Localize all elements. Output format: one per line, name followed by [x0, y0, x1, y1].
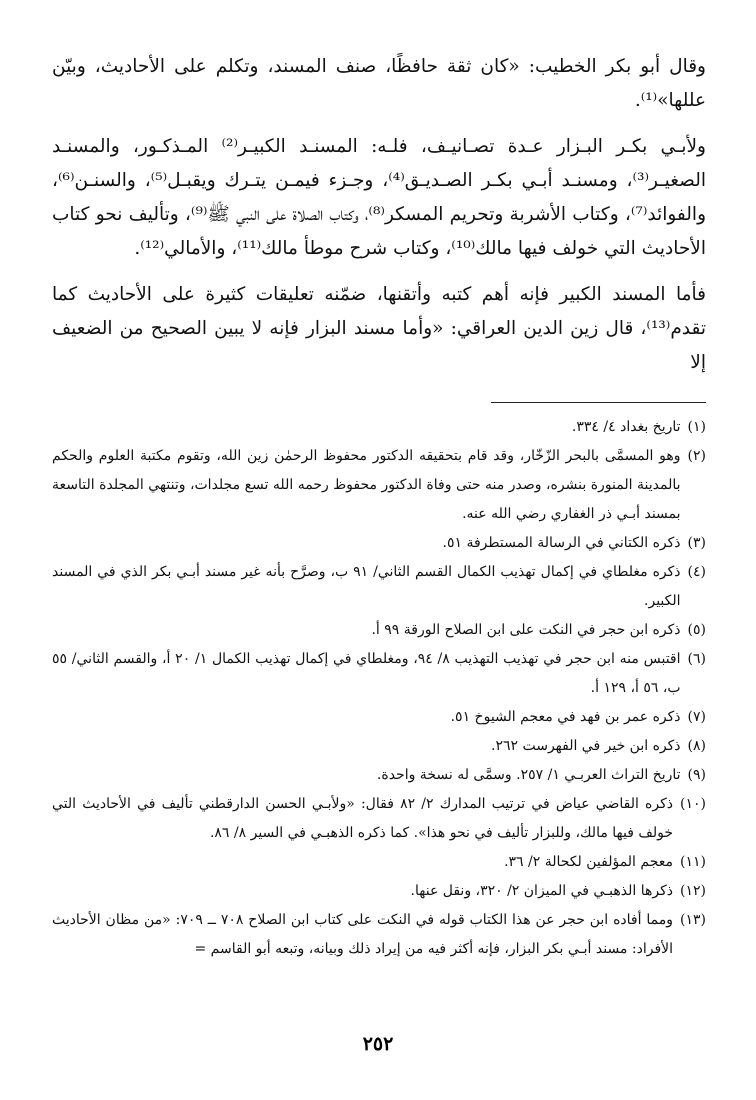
footnote: [52, 761, 706, 790]
footnote-number: (٧): [687, 709, 706, 725]
footnote: [52, 732, 706, 761]
footnote: [52, 442, 706, 529]
footnote-text: ذكره ابن خير في الفهرست ٢٦٢.: [491, 738, 681, 754]
footnote: [52, 703, 706, 732]
footnote-number: (٨): [687, 738, 706, 754]
footnote: [52, 906, 706, 964]
book-page: [52, 50, 706, 964]
footnote-text: معجم المؤلفين لكحالة ٢/ ٣٦.: [504, 854, 674, 870]
footnote-text: ذكره مغلطاي في إكمال تهذيب الكمال القسم الثاني/ ٩١ ب، وصرَّح بأنه غير مسند أبـي بكر الذي في المسند الكبير.: [52, 564, 681, 609]
footnote-text: اقتبس منه ابن حجر في تهذيب التهذيب ٨/ ٩٤، ومغلطاي في إكمال تهذيب الكمال ١/ ٢٠ أ، والقسم الثاني/ ٥٥ ب، ٥٦ أ، ١٢٩ أ.: [52, 651, 681, 696]
footnote: [52, 645, 706, 703]
footnote: [52, 558, 706, 616]
footnote-text: تاريخ بغداد ٤/ ٣٣٤.: [571, 419, 681, 435]
main-text: [52, 50, 706, 380]
footnote: [52, 529, 706, 558]
footnote-number: (٣): [687, 535, 706, 551]
footnote-text: وهو المسمَّى بالبحر الزّخّار، وقد قام بتحقيقه الدكتور محفوظ الرحمٰن زين الله، وتقوم مكتبة العلوم والحكم بالمدينة المنورة بنشره، وصدر منه حتى وفاة الدكتور محفوظ رحمه الله تسع مجلدات، وتنتهي المجلدة التاسعة بمسند أبـي ذر الغفاري رضي الله عنه.: [52, 448, 681, 522]
footnotes: [52, 413, 706, 964]
footnote-text: ذكره القاضي عياض في ترتيب المدارك ٢/ ٨٢ فقال: «ولأبـي الحسن الدارقطني تأليف في الأحاديث التي خولف فيها مالك، وللبزار تأليف في نحو هذا». كما ذكره الذهبـي في السير ٨/ ٨٦.: [52, 796, 674, 841]
paragraph-khatib-quote: وقال أبو بكر الخطيب: «كان ثقة حافظًا، صنف المسند، وتكلم على الأحاديث، وبيّن عللها»⁽¹⁾.: [52, 56, 706, 111]
footnote-number: (١): [687, 419, 706, 435]
footnote-number: (٦): [687, 651, 706, 667]
footnote-text: تاريخ التراث العربـي ١/ ٢٥٧. وسمَّى له نسخة واحدة.: [376, 767, 681, 783]
footnote-text: ذكره عمر بن فهد في معجم الشيوخ ٥١.: [450, 709, 681, 725]
footnote-text: ذكره الكتاني في الرسالة المستطرفة ٥١.: [442, 535, 681, 551]
footnote-number: (٢): [687, 448, 706, 464]
footnote-number: (١١): [680, 854, 706, 870]
paragraph-musnad-kabir: فأما المسند الكبير فإنه أهم كتبه وأتقنها، ضمّنه تعليقات كثيرة على الأحاديث كما تقدم⁽¹³⁾، قال زين الدين العراقي: «وأما مسند البزار فإنه لا يبين الصحيح من الضعيف إلا: [52, 284, 706, 373]
footnote-number: (١٠): [680, 796, 706, 812]
footnote-text: ذكره ابن حجر في النكت على ابن الصلاح الورقة ٩٩ أ.: [371, 622, 681, 638]
page-number: ٢٥٢: [362, 1033, 394, 1055]
footnote: [52, 790, 706, 848]
footnote-number: (٥): [687, 622, 706, 638]
footnote-number: (١٢): [680, 883, 706, 899]
footnote-number: (٩): [687, 767, 706, 783]
footnote-divider: [491, 402, 706, 403]
paragraph-bazzar-works: ولأبـي بكـر البـزار عـدة تصـانيـف، فلـه: المسنـد الكبيـر⁽²⁾ المـذكـور، والمسنـد الصغيـر⁽³⁾، ومسنـد أبـي بكـر الصـديـق⁽⁴⁾، وجـزء فيمـن يتـرك ويقبـل⁽⁵⁾، والسنـن⁽⁶⁾، والفوائد⁽⁷⁾، وكتاب الأشربة وتحريم المسكر⁽⁸⁾، وكتاب الصلاة على النبي ﷺ⁽⁹⁾، وتأليف نحو كتاب الأحاديث التي خولف فيها مالك⁽¹⁰⁾، وكتاب شرح موطأ مالك⁽¹¹⁾، والأمالي⁽¹²⁾.: [52, 136, 706, 259]
footnote: [52, 616, 706, 645]
footnote-number: (١٣): [680, 912, 706, 928]
footnote-number: (٤): [687, 564, 706, 580]
footnote: [52, 413, 706, 442]
footnote-text: ذكرها الذهبـي في الميزان ٢/ ٣٢٠، ونقل عنها.: [410, 883, 674, 899]
footnote: [52, 877, 706, 906]
footnote: [52, 848, 706, 877]
footnote-text: ومما أفاده ابن حجر عن هذا الكتاب قوله في النكت على كتاب ابن الصلاح ٧٠٨ ــ ٧٠٩: «من مظان الأحاديث الأفراد: مسند أبـي بكر البزار، فإنه أكثر فيه من إيراد ذلك وبيانه، وتبعه أبو القاسم =: [52, 912, 674, 957]
